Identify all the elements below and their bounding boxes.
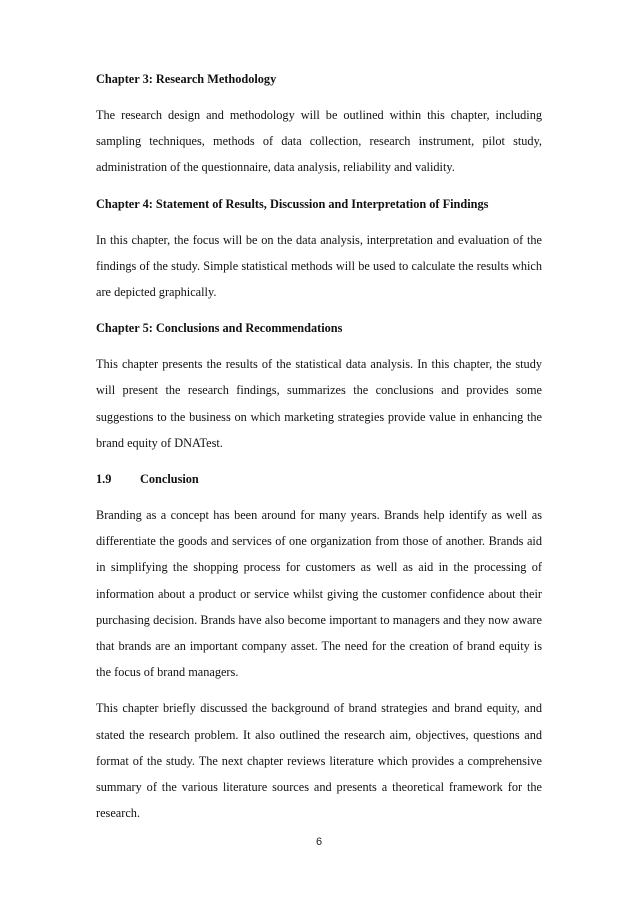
page-number: 6	[315, 836, 323, 848]
chapter-5-heading: Chapter 5: Conclusions and Recommendations	[96, 321, 343, 336]
conclusion-heading	[96, 466, 542, 492]
document-page	[96, 66, 542, 836]
chapter-4-paragraph: In this chapter, the focus will be on the data analysis, interpretation and evaluation of the findings of the study. Simple statistical methods will be used to calculate the results which are depicted graphically.	[96, 232, 542, 300]
section-number: 1.9	[96, 472, 112, 487]
chapter-5-paragraph: This chapter presents the results of the statistical data analysis. In this chapter, the study will present the research findings, summarizes the conclusions and provides some suggestions to the business on which marketing strategies provide value in enhancing the brand equity of DNATest.	[96, 357, 542, 450]
conclusion-paragraph-2: This chapter briefly discussed the background of brand strategies and brand equity, and stated the research problem. It also outlined the research aim, objectives, questions and format of the study. The next chapter reviews literature which provides a comprehensive summary of the various literature sources and presents a theoretical framework for the research.	[96, 701, 542, 821]
conclusion-paragraph-1: Branding as a concept has been around for many years. Brands help identify as well as differentiate the goods and services of one organization from those of another. Brands aid in simplifying the shopping process for customers as well as aid in the processing of information about a product or service whilst giving the customer confidence about their purchasing decision. Brands have also become important to managers and they now aware that brands are an important company asset. The need for the creation of brand equity is the focus of brand managers.	[96, 508, 542, 680]
chapter-3-paragraph: The research design and methodology will be outlined within this chapter, including sampling techniques, methods of data collection, research instrument, pilot study, administration of the questionnaire, data analysis, reliability and validity.	[96, 108, 542, 175]
chapter-4-heading: Chapter 4: Statement of Results, Discussion and Interpretation of Findings	[96, 196, 489, 211]
section-title: Conclusion	[140, 472, 199, 487]
chapter-3-heading: Chapter 3: Research Methodology	[96, 72, 277, 86]
